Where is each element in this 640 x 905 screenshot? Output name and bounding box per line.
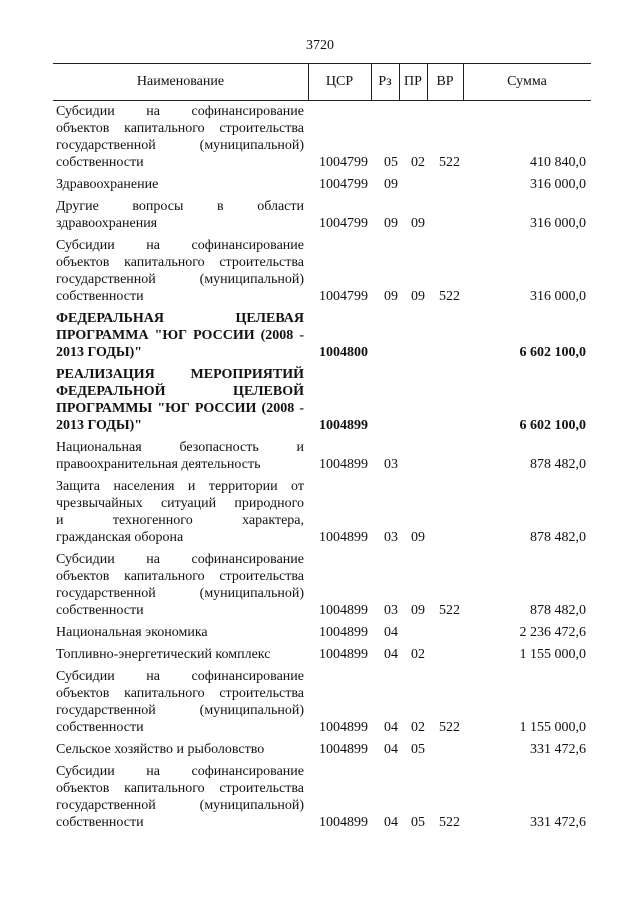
row-name-line: гражданская оборона: [56, 530, 184, 545]
row-csr: 1004899: [319, 815, 368, 830]
row-name: [56, 310, 304, 361]
row-name-line: объектов капитального строительства: [56, 781, 304, 796]
row-name-line: и техногенного характера,: [56, 513, 304, 528]
row-name-line: 2013 ГОДЫ)": [56, 418, 143, 433]
row-name-line: собственности: [56, 720, 144, 735]
row-pr: 02: [411, 720, 425, 735]
row-sum: 331 472,6: [530, 815, 586, 830]
table-row: [56, 237, 591, 305]
row-sum: 6 602 100,0: [519, 418, 586, 433]
table-header: [53, 63, 591, 101]
row-name-line: ФЕДЕРАЛЬНОЙ ЦЕЛЕВОЙ: [56, 384, 304, 399]
row-name-line: Субсидии на софинансирование: [56, 764, 304, 779]
column-header-pr: ПР: [404, 74, 422, 89]
table-row: [56, 103, 591, 171]
row-pr: 05: [411, 742, 425, 757]
row-name-line: ПРОГРАММА "ЮГ РОССИИ (2008 -: [56, 328, 304, 343]
row-name-line: правоохранительная деятельность: [56, 457, 261, 472]
row-name-line: государственной (муниципальной): [56, 703, 304, 718]
row-sum: 1 155 000,0: [519, 720, 586, 735]
row-name-line: объектов капитального строительства: [56, 686, 304, 701]
table-row: [56, 741, 591, 758]
row-name: [56, 439, 304, 473]
row-name-line: объектов капитального строительства: [56, 255, 304, 270]
column-header-rz: Рз: [378, 74, 392, 89]
page-number: 3720: [306, 38, 334, 53]
row-name: [56, 103, 304, 171]
row-name: [56, 551, 304, 619]
row-name: [56, 624, 304, 641]
row-csr: 1004899: [319, 603, 368, 618]
table-row: [56, 478, 591, 546]
row-name: [56, 668, 304, 736]
row-name-line: государственной (муниципальной): [56, 138, 304, 153]
row-sum: 316 000,0: [530, 177, 586, 192]
row-name-line: собственности: [56, 289, 144, 304]
row-vr: 522: [439, 603, 460, 618]
row-name-line: государственной (муниципальной): [56, 798, 304, 813]
row-rz: 04: [384, 815, 398, 830]
row-pr: 02: [411, 647, 425, 662]
row-pr: 09: [411, 530, 425, 545]
row-csr: 1004899: [319, 625, 368, 640]
row-csr: 1004799: [319, 155, 368, 170]
row-name-line: ПРОГРАММЫ "ЮГ РОССИИ (2008 -: [56, 401, 304, 416]
row-name-line: Здравоохранение: [56, 177, 159, 192]
row-csr: 1004799: [319, 177, 368, 192]
row-csr: 1004800: [319, 345, 368, 360]
row-name-line: собственности: [56, 603, 144, 618]
row-name: [56, 176, 304, 193]
row-rz: 09: [384, 216, 398, 231]
row-name-line: государственной (муниципальной): [56, 586, 304, 601]
row-csr: 1004899: [319, 418, 368, 433]
row-csr: 1004799: [319, 289, 368, 304]
table-row: [56, 176, 591, 193]
row-sum: 1 155 000,0: [519, 647, 586, 662]
row-sum: 6 602 100,0: [519, 345, 586, 360]
row-name: [56, 646, 304, 663]
row-sum: 878 482,0: [530, 457, 586, 472]
row-name-line: Сельское хозяйство и рыболовство: [56, 742, 265, 757]
row-pr: 05: [411, 815, 425, 830]
row-csr: 1004799: [319, 216, 368, 231]
row-name: [56, 478, 304, 546]
row-sum: 331 472,6: [530, 742, 586, 757]
row-name-line: здравоохранения: [56, 216, 158, 231]
row-pr: 09: [411, 216, 425, 231]
row-name-line: Субсидии на софинансирование: [56, 669, 304, 684]
row-rz: 04: [384, 742, 398, 757]
row-name-line: Топливно-энергетический комплекс: [56, 647, 271, 662]
row-rz: 04: [384, 720, 398, 735]
table-row: [56, 310, 591, 361]
row-sum: 410 840,0: [530, 155, 586, 170]
row-name-line: объектов капитального строительства: [56, 121, 304, 136]
table-row: [56, 198, 591, 232]
row-csr: 1004899: [319, 530, 368, 545]
row-name: [56, 237, 304, 305]
table-row: [56, 763, 591, 831]
table-row: [56, 668, 591, 736]
column-header-csr: ЦСР: [325, 74, 354, 89]
row-name-line: государственной (муниципальной): [56, 272, 304, 287]
table-row: [56, 646, 591, 663]
row-sum: 316 000,0: [530, 216, 586, 231]
row-name-line: Другие вопросы в области: [56, 199, 304, 214]
row-pr: 09: [411, 289, 425, 304]
row-name: [56, 741, 304, 758]
row-csr: 1004899: [319, 720, 368, 735]
row-name-line: Национальная безопасность и: [56, 440, 304, 455]
row-rz: 03: [384, 603, 398, 618]
row-vr: 522: [439, 155, 460, 170]
row-rz: 03: [384, 530, 398, 545]
row-name: [56, 198, 304, 232]
row-name: [56, 763, 304, 831]
row-sum: 316 000,0: [530, 289, 586, 304]
row-name-line: Защита населения и территории от: [56, 479, 304, 494]
row-rz: 04: [384, 625, 398, 640]
row-name: [56, 366, 304, 434]
column-header-name: Наименование: [136, 74, 225, 89]
table-body: [56, 103, 591, 836]
row-sum: 2 236 472,6: [519, 625, 586, 640]
row-rz: 09: [384, 289, 398, 304]
row-pr: 02: [411, 155, 425, 170]
row-name-line: Субсидии на софинансирование: [56, 104, 304, 119]
row-name-line: Субсидии на софинансирование: [56, 238, 304, 253]
row-rz: 09: [384, 177, 398, 192]
row-vr: 522: [439, 289, 460, 304]
column-header-vr: ВР: [436, 74, 454, 89]
row-vr: 522: [439, 720, 460, 735]
row-name-line: 2013 ГОДЫ)": [56, 345, 143, 360]
row-csr: 1004899: [319, 457, 368, 472]
row-pr: 09: [411, 603, 425, 618]
row-csr: 1004899: [319, 647, 368, 662]
table-row: [56, 366, 591, 434]
row-name-line: объектов капитального строительства: [56, 569, 304, 584]
row-sum: 878 482,0: [530, 530, 586, 545]
column-header-sum: Сумма: [507, 74, 547, 89]
row-name-line: Субсидии на софинансирование: [56, 552, 304, 567]
row-sum: 878 482,0: [530, 603, 586, 618]
row-rz: 03: [384, 457, 398, 472]
table-row: [56, 551, 591, 619]
row-vr: 522: [439, 815, 460, 830]
row-rz: 05: [384, 155, 398, 170]
row-name-line: чрезвычайных ситуаций природного: [56, 496, 304, 511]
row-rz: 04: [384, 647, 398, 662]
row-csr: 1004899: [319, 742, 368, 757]
row-name-line: РЕАЛИЗАЦИЯ МЕРОПРИЯТИЙ: [56, 367, 304, 382]
table-row: [56, 439, 591, 473]
row-name-line: собственности: [56, 155, 144, 170]
row-name-line: Национальная экономика: [56, 625, 208, 640]
row-name-line: ФЕДЕРАЛЬНАЯ ЦЕЛЕВАЯ: [56, 311, 304, 326]
table-row: [56, 624, 591, 641]
row-name-line: собственности: [56, 815, 144, 830]
